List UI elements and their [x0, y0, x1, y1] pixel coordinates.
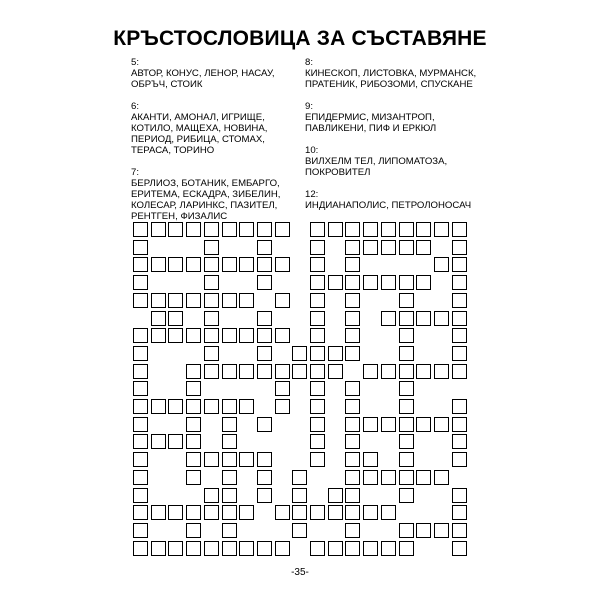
grid-cell[interactable]: [452, 275, 467, 290]
grid-cell[interactable]: [186, 293, 201, 308]
grid-cell[interactable]: [133, 346, 148, 361]
grid-cell[interactable]: [204, 364, 219, 379]
grid-cell[interactable]: [399, 381, 414, 396]
grid-cell[interactable]: [151, 257, 166, 272]
grid-cell[interactable]: [257, 541, 272, 556]
grid-cell[interactable]: [381, 222, 396, 237]
grid-cell[interactable]: [292, 470, 307, 485]
grid-cell[interactable]: [345, 311, 360, 326]
grid-cell[interactable]: [257, 452, 272, 467]
grid-cell[interactable]: [133, 523, 148, 538]
grid-cell[interactable]: [452, 257, 467, 272]
grid-cell[interactable]: [381, 470, 396, 485]
grid-cell[interactable]: [328, 275, 343, 290]
grid-cell[interactable]: [222, 434, 237, 449]
grid-cell[interactable]: [310, 328, 325, 343]
grid-cell[interactable]: [186, 541, 201, 556]
grid-cell[interactable]: [151, 399, 166, 414]
grid-cell[interactable]: [133, 240, 148, 255]
word-group-heading: 9:: [305, 101, 314, 112]
grid-cell[interactable]: [452, 434, 467, 449]
word-group-words: ВИЛХЕЛМ ТЕЛ, ЛИПОМАТОЗА, ПОКРОВИТЕЛ: [305, 156, 448, 178]
grid-cell[interactable]: [186, 399, 201, 414]
grid-cell[interactable]: [151, 505, 166, 520]
grid-cell[interactable]: [399, 222, 414, 237]
grid-cell[interactable]: [345, 470, 360, 485]
grid-cell[interactable]: [133, 381, 148, 396]
word-group-heading: 10:: [305, 145, 319, 156]
grid-cell[interactable]: [434, 470, 449, 485]
grid-cell[interactable]: [416, 417, 431, 432]
grid-cell[interactable]: [310, 364, 325, 379]
page-title: КРЪСТОСЛОВИЦА ЗА СЪСТАВЯНЕ: [113, 27, 487, 50]
word-group: [131, 57, 296, 90]
grid-cell[interactable]: [452, 346, 467, 361]
grid-cell[interactable]: [186, 364, 201, 379]
grid-cell[interactable]: [452, 523, 467, 538]
grid-cell[interactable]: [416, 311, 431, 326]
grid-cell[interactable]: [452, 328, 467, 343]
grid-cell[interactable]: [275, 381, 290, 396]
grid-cell[interactable]: [399, 311, 414, 326]
grid-cell[interactable]: [186, 257, 201, 272]
grid-cell[interactable]: [328, 505, 343, 520]
grid-cell[interactable]: [239, 505, 254, 520]
word-group-heading: 7:: [131, 167, 140, 178]
grid-cell[interactable]: [345, 275, 360, 290]
grid-cell[interactable]: [204, 293, 219, 308]
grid-cell[interactable]: [310, 417, 325, 432]
word-list-left: [131, 57, 296, 233]
grid-cell[interactable]: [275, 399, 290, 414]
grid-cell[interactable]: [452, 293, 467, 308]
grid-cell[interactable]: [239, 364, 254, 379]
grid-cell[interactable]: [310, 275, 325, 290]
grid-cell[interactable]: [204, 399, 219, 414]
word-group-words: АВТОР, КОНУС, ЛЕНОР, НАСАУ, ОБРЪЧ, СТОИК: [131, 68, 275, 90]
grid-cell[interactable]: [257, 311, 272, 326]
grid-cell[interactable]: [168, 311, 183, 326]
grid-cell[interactable]: [133, 434, 148, 449]
grid-cell[interactable]: [328, 346, 343, 361]
grid-cell[interactable]: [133, 222, 148, 237]
grid-cell[interactable]: [151, 541, 166, 556]
grid-cell[interactable]: [239, 222, 254, 237]
grid-cell[interactable]: [239, 452, 254, 467]
grid-cell[interactable]: [257, 328, 272, 343]
grid-cell[interactable]: [328, 541, 343, 556]
grid-cell[interactable]: [222, 417, 237, 432]
grid-cell[interactable]: [345, 434, 360, 449]
grid-cell[interactable]: [381, 417, 396, 432]
grid-cell[interactable]: [204, 240, 219, 255]
grid-cell[interactable]: [204, 488, 219, 503]
grid-cell[interactable]: [186, 417, 201, 432]
grid-cell[interactable]: [133, 399, 148, 414]
grid-cell[interactable]: [292, 346, 307, 361]
grid-cell[interactable]: [310, 311, 325, 326]
grid-cell[interactable]: [310, 222, 325, 237]
grid-cell[interactable]: [363, 452, 378, 467]
grid-cell[interactable]: [434, 364, 449, 379]
grid-cell[interactable]: [399, 417, 414, 432]
grid-cell[interactable]: [310, 399, 325, 414]
grid-cell[interactable]: [204, 311, 219, 326]
grid-cell[interactable]: [133, 417, 148, 432]
grid-cell[interactable]: [133, 541, 148, 556]
grid-cell[interactable]: [151, 293, 166, 308]
grid-cell[interactable]: [381, 541, 396, 556]
grid-cell[interactable]: [416, 222, 431, 237]
grid-cell[interactable]: [345, 523, 360, 538]
grid-cell[interactable]: [399, 452, 414, 467]
grid-cell[interactable]: [186, 434, 201, 449]
grid-cell[interactable]: [168, 222, 183, 237]
grid-cell[interactable]: [292, 364, 307, 379]
grid-cell[interactable]: [345, 293, 360, 308]
grid-cell[interactable]: [399, 240, 414, 255]
grid-cell[interactable]: [399, 399, 414, 414]
grid-cell[interactable]: [399, 346, 414, 361]
grid-cell[interactable]: [310, 452, 325, 467]
grid-cell[interactable]: [345, 257, 360, 272]
grid-cell[interactable]: [257, 257, 272, 272]
grid-cell[interactable]: [381, 364, 396, 379]
grid-cell[interactable]: [434, 311, 449, 326]
page-number: -35-: [291, 567, 309, 578]
grid-cell[interactable]: [204, 505, 219, 520]
grid-cell[interactable]: [310, 505, 325, 520]
grid-cell[interactable]: [434, 222, 449, 237]
grid-cell[interactable]: [434, 257, 449, 272]
grid-cell[interactable]: [239, 328, 254, 343]
grid-cell[interactable]: [239, 541, 254, 556]
grid-cell[interactable]: [399, 434, 414, 449]
grid-cell[interactable]: [257, 346, 272, 361]
grid-cell[interactable]: [186, 470, 201, 485]
grid-cell[interactable]: [310, 257, 325, 272]
grid-cell[interactable]: [345, 346, 360, 361]
word-group: [131, 167, 296, 222]
grid-cell[interactable]: [345, 505, 360, 520]
word-list-right: [305, 57, 480, 222]
grid-cell[interactable]: [452, 505, 467, 520]
grid-cell[interactable]: [452, 364, 467, 379]
word-group-words: БЕРЛИОЗ, БОТАНИК, ЕМБАРГО, ЕРИТЕМА, ЕСКАДРА, ЗИБЕЛИН, КОЛЕСАР, ЛАРИНКС, ПАЗИТЕЛ, РЕНТГЕН, ФИЗАЛИС: [131, 178, 281, 222]
grid-cell[interactable]: [399, 470, 414, 485]
grid-cell[interactable]: [345, 240, 360, 255]
grid-cell[interactable]: [310, 434, 325, 449]
grid-cell[interactable]: [204, 346, 219, 361]
word-group: [305, 145, 480, 178]
grid-cell[interactable]: [168, 541, 183, 556]
crossword-grid: [133, 222, 463, 552]
grid-cell[interactable]: [399, 328, 414, 343]
grid-cell[interactable]: [275, 328, 290, 343]
grid-cell[interactable]: [204, 222, 219, 237]
grid-cell[interactable]: [399, 541, 414, 556]
grid-cell[interactable]: [222, 257, 237, 272]
grid-cell[interactable]: [452, 240, 467, 255]
grid-cell[interactable]: [328, 364, 343, 379]
grid-cell[interactable]: [151, 222, 166, 237]
grid-cell[interactable]: [186, 222, 201, 237]
grid-cell[interactable]: [381, 505, 396, 520]
grid-cell[interactable]: [292, 523, 307, 538]
grid-cell[interactable]: [381, 275, 396, 290]
word-group-heading: 12:: [305, 189, 319, 200]
grid-cell[interactable]: [416, 240, 431, 255]
grid-cell[interactable]: [151, 311, 166, 326]
grid-cell[interactable]: [222, 505, 237, 520]
grid-cell[interactable]: [381, 311, 396, 326]
grid-cell[interactable]: [363, 222, 378, 237]
word-group-words: КИНЕСКОП, ЛИСТОВКА, МУРМАНСК, ПРАТЕНИК, РИБОЗОМИ, СПУСКАНЕ: [305, 68, 477, 90]
grid-cell[interactable]: [222, 523, 237, 538]
grid-cell[interactable]: [345, 381, 360, 396]
grid-cell[interactable]: [168, 399, 183, 414]
grid-cell[interactable]: [133, 275, 148, 290]
grid-cell[interactable]: [204, 275, 219, 290]
grid-cell[interactable]: [452, 541, 467, 556]
grid-cell[interactable]: [168, 328, 183, 343]
grid-cell[interactable]: [416, 275, 431, 290]
grid-cell[interactable]: [151, 328, 166, 343]
grid-cell[interactable]: [133, 488, 148, 503]
grid-cell[interactable]: [363, 275, 378, 290]
grid-cell[interactable]: [222, 470, 237, 485]
grid-cell[interactable]: [399, 275, 414, 290]
grid-cell[interactable]: [186, 381, 201, 396]
grid-cell[interactable]: [275, 505, 290, 520]
grid-cell[interactable]: [452, 417, 467, 432]
grid-cell[interactable]: [434, 523, 449, 538]
word-group-words: ЕПИДЕРМИС, МИЗАНТРОП, ПАВЛИКЕНИ, ПИФ И ЕРКЮЛ: [305, 112, 437, 134]
grid-cell[interactable]: [222, 399, 237, 414]
word-group: [131, 101, 296, 156]
grid-cell[interactable]: [186, 328, 201, 343]
grid-cell[interactable]: [239, 399, 254, 414]
grid-cell[interactable]: [275, 541, 290, 556]
grid-cell[interactable]: [328, 222, 343, 237]
grid-cell[interactable]: [186, 505, 201, 520]
grid-cell[interactable]: [416, 523, 431, 538]
word-group-heading: 5:: [131, 57, 140, 68]
grid-cell[interactable]: [168, 257, 183, 272]
grid-cell[interactable]: [222, 488, 237, 503]
grid-cell[interactable]: [452, 311, 467, 326]
grid-cell[interactable]: [222, 452, 237, 467]
grid-cell[interactable]: [204, 328, 219, 343]
grid-cell[interactable]: [133, 293, 148, 308]
word-group-heading: 8:: [305, 57, 314, 68]
grid-cell[interactable]: [363, 240, 378, 255]
grid-cell[interactable]: [133, 505, 148, 520]
grid-cell[interactable]: [399, 364, 414, 379]
grid-cell[interactable]: [363, 417, 378, 432]
word-group-words: ИНДИАНАПОЛИС, ПЕТРОЛОНОСАЧ: [305, 200, 472, 211]
grid-cell[interactable]: [222, 364, 237, 379]
word-group: [305, 57, 480, 90]
grid-cell[interactable]: [434, 417, 449, 432]
grid-cell[interactable]: [310, 541, 325, 556]
grid-cell[interactable]: [204, 452, 219, 467]
grid-cell[interactable]: [133, 328, 148, 343]
grid-cell[interactable]: [363, 364, 378, 379]
grid-cell[interactable]: [168, 505, 183, 520]
grid-cell[interactable]: [239, 293, 254, 308]
grid-cell[interactable]: [310, 381, 325, 396]
grid-cell[interactable]: [363, 541, 378, 556]
grid-cell[interactable]: [345, 328, 360, 343]
grid-cell[interactable]: [275, 257, 290, 272]
grid-cell[interactable]: [345, 222, 360, 237]
grid-cell[interactable]: [222, 222, 237, 237]
grid-cell[interactable]: [133, 257, 148, 272]
grid-cell[interactable]: [204, 541, 219, 556]
grid-cell[interactable]: [399, 523, 414, 538]
grid-cell[interactable]: [328, 488, 343, 503]
grid-cell[interactable]: [133, 452, 148, 467]
grid-cell[interactable]: [257, 222, 272, 237]
grid-cell[interactable]: [310, 240, 325, 255]
word-group-words: АКАНТИ, АМОНАЛ, ИГРИЩЕ, КОТИЛО, МАЩЕХА, НОВИНА, ПЕРИОД, РИБИЦА, СТОМАХ, ТЕРАСА, ТОРИНО: [131, 112, 268, 156]
grid-cell[interactable]: [275, 222, 290, 237]
grid-cell[interactable]: [310, 346, 325, 361]
grid-cell[interactable]: [363, 470, 378, 485]
grid-cell[interactable]: [345, 541, 360, 556]
grid-cell[interactable]: [257, 470, 272, 485]
grid-cell[interactable]: [222, 328, 237, 343]
grid-cell[interactable]: [186, 452, 201, 467]
grid-cell[interactable]: [186, 523, 201, 538]
grid-cell[interactable]: [345, 452, 360, 467]
grid-cell[interactable]: [292, 505, 307, 520]
word-group-heading: 6:: [131, 101, 140, 112]
grid-cell[interactable]: [133, 364, 148, 379]
grid-cell[interactable]: [345, 399, 360, 414]
grid-cell[interactable]: [257, 240, 272, 255]
grid-cell[interactable]: [381, 240, 396, 255]
grid-cell[interactable]: [168, 434, 183, 449]
grid-cell[interactable]: [204, 257, 219, 272]
grid-cell[interactable]: [239, 257, 254, 272]
grid-cell[interactable]: [257, 275, 272, 290]
grid-cell[interactable]: [133, 470, 148, 485]
grid-cell[interactable]: [399, 488, 414, 503]
grid-cell[interactable]: [257, 364, 272, 379]
grid-cell[interactable]: [257, 417, 272, 432]
grid-cell[interactable]: [257, 488, 272, 503]
grid-cell[interactable]: [452, 222, 467, 237]
grid-cell[interactable]: [399, 293, 414, 308]
grid-cell[interactable]: [275, 364, 290, 379]
grid-cell[interactable]: [292, 488, 307, 503]
grid-cell[interactable]: [275, 293, 290, 308]
word-group: [305, 101, 480, 134]
grid-cell[interactable]: [416, 364, 431, 379]
grid-cell[interactable]: [310, 293, 325, 308]
grid-cell[interactable]: [452, 488, 467, 503]
grid-cell[interactable]: [345, 488, 360, 503]
grid-cell[interactable]: [222, 293, 237, 308]
grid-cell[interactable]: [452, 399, 467, 414]
grid-cell[interactable]: [363, 505, 378, 520]
grid-cell[interactable]: [168, 293, 183, 308]
grid-cell[interactable]: [222, 541, 237, 556]
grid-cell[interactable]: [345, 417, 360, 432]
word-group: [305, 189, 480, 211]
grid-cell[interactable]: [151, 434, 166, 449]
grid-cell[interactable]: [416, 470, 431, 485]
grid-cell[interactable]: [452, 452, 467, 467]
